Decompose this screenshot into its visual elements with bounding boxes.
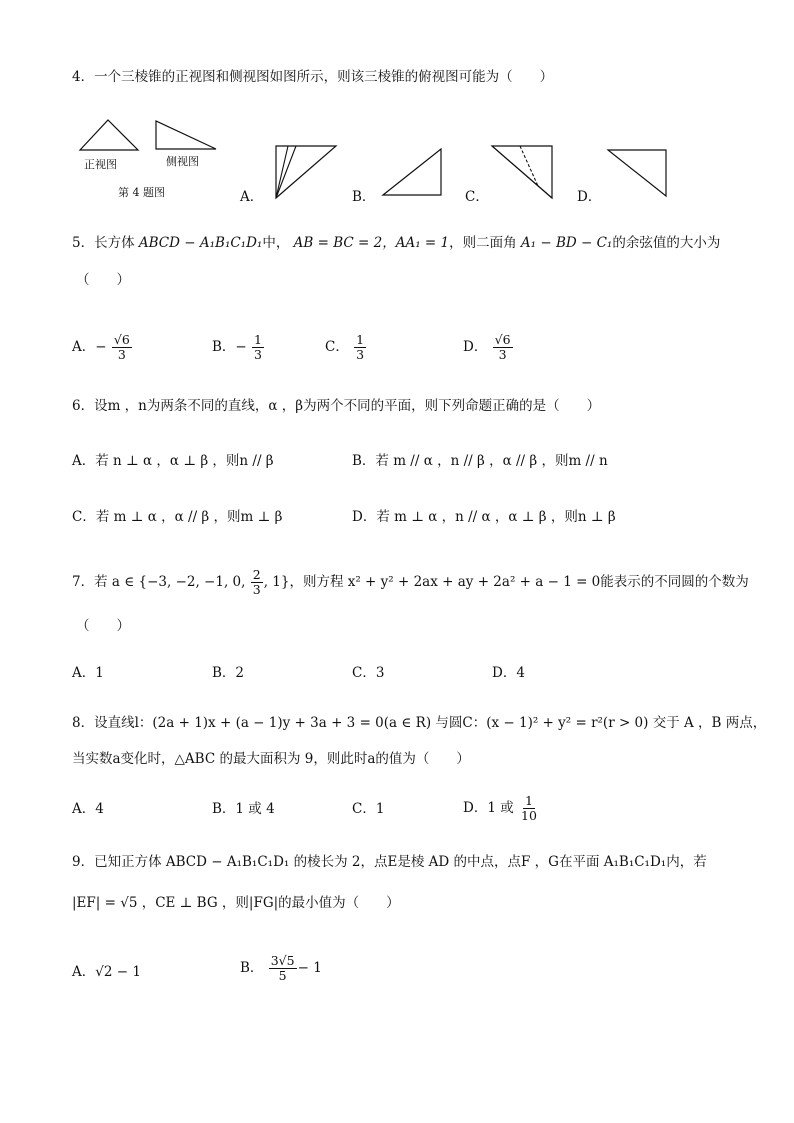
q4-front-view bbox=[78, 118, 140, 152]
q5-option-c bbox=[325, 333, 367, 362]
q5-condition-aa1: ，AA₁ = 1 bbox=[382, 235, 450, 251]
q5-option-a-denominator: 3 bbox=[117, 347, 126, 362]
q6-stem: 6．设m ，n为两条不同的直线，α ，β为两个不同的平面，则下列命题正确的是（ ） bbox=[72, 398, 601, 414]
q5-option-b-label: B． bbox=[212, 339, 236, 355]
q5-option-a-fraction bbox=[112, 333, 132, 362]
q4-side-label: 侧视图 bbox=[166, 155, 199, 168]
q6-option-d: D．若 m ⊥ α ，n // α ，α ⊥ β ，则n ⊥ β bbox=[352, 509, 616, 525]
q5-option-d-numerator: √6 bbox=[494, 332, 511, 347]
q8-option-d-fraction bbox=[519, 794, 539, 823]
q5-option-b-denominator: 3 bbox=[254, 347, 262, 362]
q8-option-c: C．1 bbox=[352, 801, 385, 817]
q5-stem bbox=[72, 234, 720, 252]
q7-option-c: C．3 bbox=[352, 665, 385, 681]
q7-option-a: A．1 bbox=[72, 665, 104, 681]
q9-option-b-denominator: 5 bbox=[278, 968, 287, 983]
q5-option-c-fraction bbox=[354, 333, 366, 362]
q5-stem-pre: 5．长方体 bbox=[72, 235, 135, 251]
q7-answer-paren: （ ） bbox=[76, 618, 130, 634]
q5-stem-mid1: 中， bbox=[262, 235, 290, 251]
q5-option-a-sign: − bbox=[95, 339, 107, 355]
q4-stem: 4．一个三棱锥的正视图和侧视图如图所示，则该三棱锥的俯视图可能为（ ） bbox=[72, 69, 554, 85]
q5-option-d-fraction bbox=[493, 333, 513, 362]
q5-option-a-numerator: √6 bbox=[113, 332, 130, 347]
q4-figure-caption: 第 4 题图 bbox=[118, 186, 165, 199]
q7-stem bbox=[72, 568, 749, 597]
q8-option-d-denominator: 10 bbox=[521, 808, 537, 823]
q4-option-a-figure bbox=[274, 144, 338, 200]
q7-fraction-numerator: 2 bbox=[252, 567, 261, 582]
q8-option-b: B．1 或 4 bbox=[212, 801, 275, 817]
q9-option-b-label: B． bbox=[240, 960, 264, 976]
q7-option-d: D．4 bbox=[492, 665, 525, 681]
q8-option-d-numerator: 1 bbox=[524, 793, 533, 808]
q4-option-a-label: A． bbox=[240, 189, 264, 205]
q5-option-d bbox=[463, 333, 514, 362]
q4-option-b-label: B． bbox=[352, 189, 376, 205]
q8-option-a: A．4 bbox=[72, 801, 104, 817]
q7-stem-post: , 1}，则方程 x² + y² + 2ax + ay + 2a² + a − 1 = 0能表示的不同圆的个数为 bbox=[263, 574, 749, 590]
q8-stem-line1: 8．设直线l：(2a + 1)x + (a − 1)y + 3a + 3 = 0(a ∈ R) 与圆C：(x − 1)² + y² = r²(r > 0) 交于 A ，B 两点， bbox=[72, 715, 767, 731]
q5-option-c-label: C． bbox=[325, 339, 349, 355]
q5-option-b bbox=[212, 333, 265, 362]
q6-option-b: B．若 m // α ，n // β ，α // β ，则m // n bbox=[352, 453, 608, 469]
q9-option-a: A．√2 − 1 bbox=[72, 964, 141, 980]
q4-side-view bbox=[154, 119, 218, 151]
q8-stem-line2: 当实数a变化时，△ABC 的最大面积为 9，则此时a的值为（ ） bbox=[72, 751, 470, 767]
q9-option-b-suffix: − 1 bbox=[297, 960, 322, 976]
q4-option-c-figure bbox=[490, 144, 554, 200]
q8-option-d bbox=[463, 794, 540, 823]
q4-option-c-label: C． bbox=[465, 189, 489, 205]
q8-option-d-label: D．1 或 bbox=[463, 800, 514, 816]
q5-option-c-numerator: 1 bbox=[356, 332, 365, 347]
q9-option-b-numerator: 3√5 bbox=[270, 953, 295, 968]
q5-dihedral-angle: A₁ − BD − C₁ bbox=[520, 235, 613, 251]
q9-stem-line1: 9．已知正方体 ABCD − A₁B₁C₁D₁ 的棱长为 2，点E是棱 AD 的中点，点F ，G在平面 A₁B₁C₁D₁内，若 bbox=[72, 854, 707, 870]
q6-option-a: A．若 n ⊥ α ，α ⊥ β ，则n // β bbox=[72, 453, 274, 469]
q5-solid-name: ABCD − A₁B₁C₁D₁ bbox=[138, 235, 263, 251]
q6-option-c: C．若 m ⊥ α ，α // β ，则m ⊥ β bbox=[72, 509, 283, 525]
q7-fraction bbox=[251, 568, 263, 597]
q5-option-b-sign: − bbox=[235, 339, 247, 355]
q7-option-b: B．2 bbox=[212, 665, 245, 681]
q7-fraction-denominator: 3 bbox=[252, 582, 261, 597]
q5-option-d-label: D． bbox=[463, 339, 488, 355]
q5-option-c-denominator: 3 bbox=[356, 347, 365, 362]
q5-stem-end: 的余弦值的大小为 bbox=[612, 235, 721, 251]
q5-option-a-label: A． bbox=[72, 339, 96, 355]
q9-stem-line2: |EF| = √5 ，CE ⊥ BG ，则|FG|的最小值为（ ） bbox=[72, 895, 400, 911]
q4-option-b-figure bbox=[381, 147, 443, 197]
q5-option-b-numerator: 1 bbox=[254, 332, 262, 347]
q5-condition-ab-bc: AB = BC = 2 bbox=[293, 235, 383, 251]
q5-option-d-denominator: 3 bbox=[498, 347, 507, 362]
q5-option-b-fraction bbox=[252, 333, 264, 362]
q5-option-a bbox=[72, 333, 133, 362]
q9-option-b-fraction bbox=[269, 954, 297, 983]
q4-front-label: 正视图 bbox=[84, 158, 117, 171]
q4-option-d-label: D． bbox=[577, 189, 602, 205]
q7-stem-pre: 7．若 a ∈ {−3, −2, −1, 0, bbox=[72, 574, 246, 590]
q4-option-d-figure bbox=[606, 148, 668, 198]
q5-answer-paren: （ ） bbox=[76, 272, 130, 288]
q9-option-b bbox=[240, 954, 322, 983]
q5-stem-mid2: ，则二面角 bbox=[449, 235, 517, 251]
